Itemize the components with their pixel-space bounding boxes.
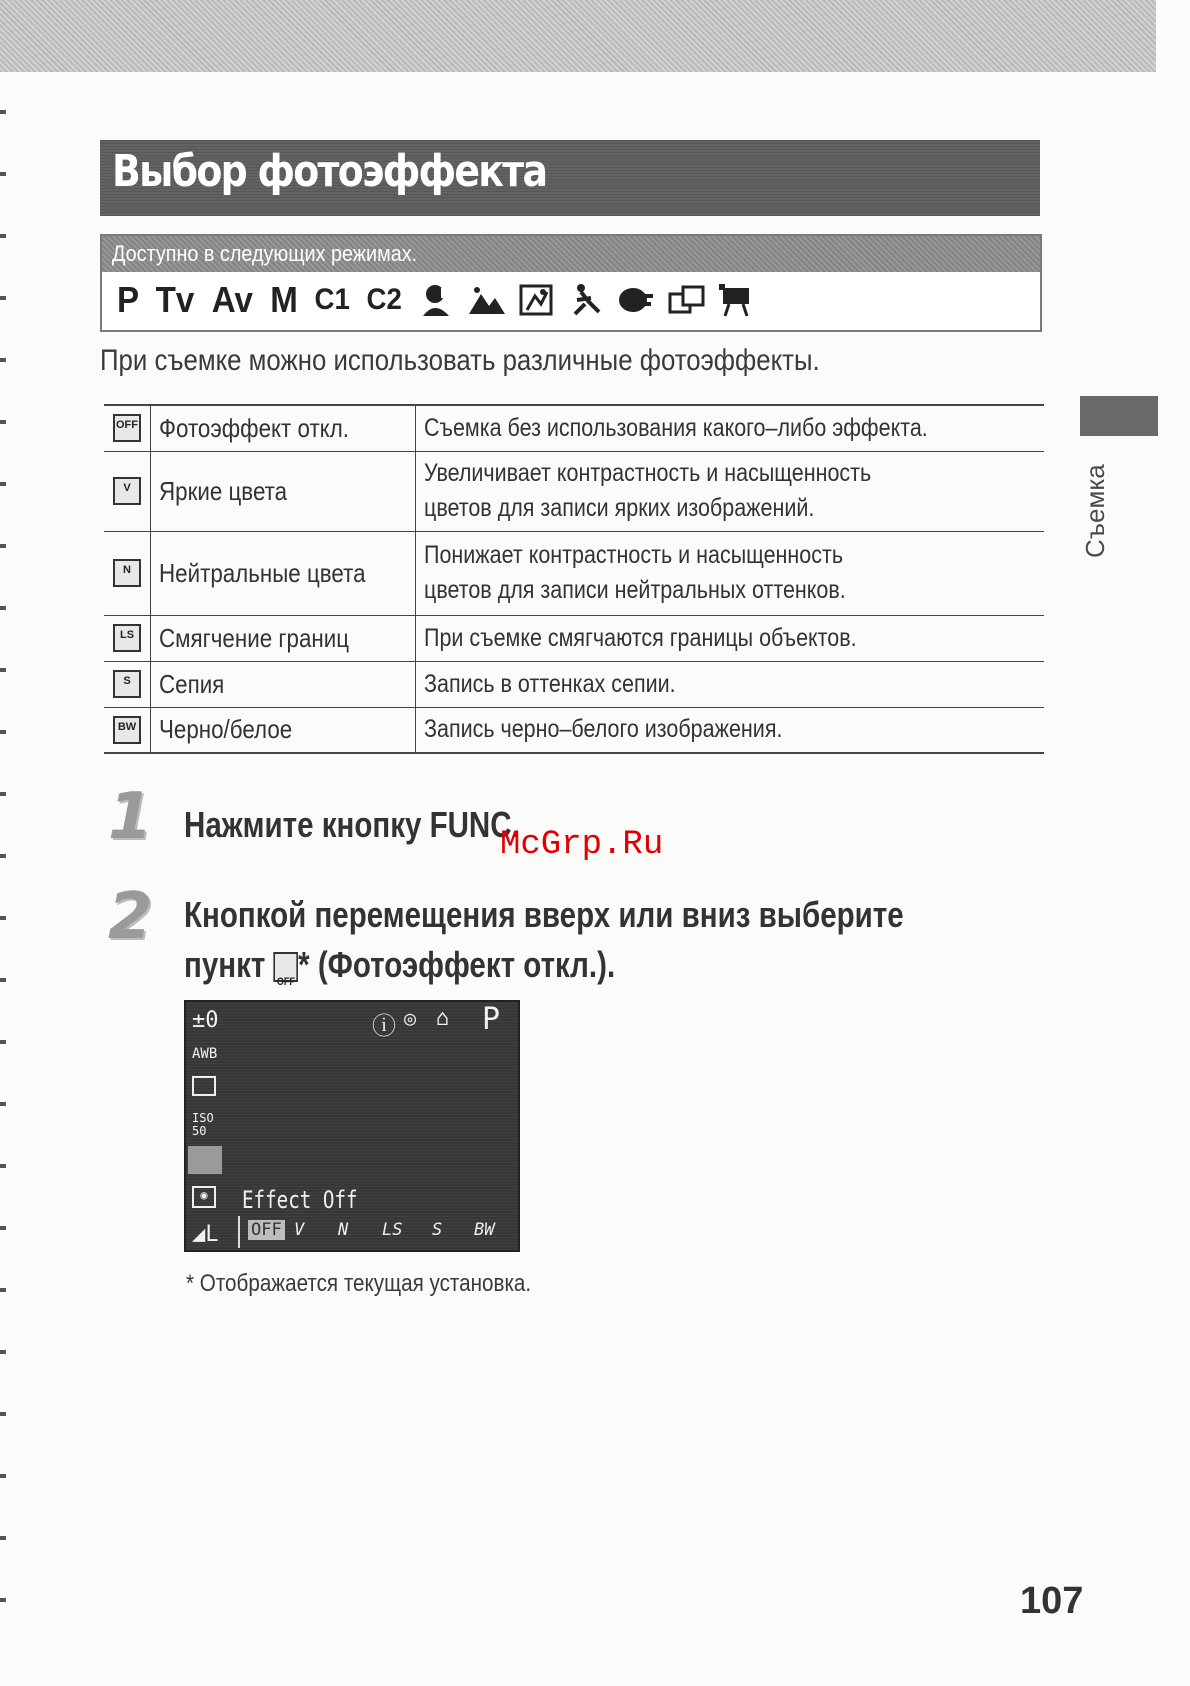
- watermark: McGrp.Ru: [500, 826, 664, 864]
- mode-p: P: [116, 279, 140, 320]
- step-1-text: Нажмите кнопку FUNC.: [184, 804, 520, 845]
- effect-option-sepia: S: [432, 1220, 443, 1240]
- effect-description: Съемка без использования какого–либо эффекта.: [424, 413, 928, 442]
- landscape-icon: [467, 282, 507, 318]
- effect-description: Понижает контрастность и насыщенность: [424, 541, 844, 569]
- selected-menu-cell: [188, 1146, 222, 1174]
- binding-mark: [0, 172, 6, 176]
- portrait-icon: [417, 282, 457, 318]
- mode-m: M: [269, 279, 298, 320]
- effect-description: цветов для записи ярких изображений.: [424, 494, 815, 522]
- binding-mark: [0, 544, 6, 548]
- step-2-number: 2: [108, 880, 153, 954]
- binding-mark: [0, 1288, 6, 1292]
- white-balance-label: AWB: [192, 1046, 218, 1062]
- metering-icon: ◉: [192, 1186, 216, 1208]
- binding-mark: [0, 1474, 6, 1478]
- page-number: 107: [1020, 1580, 1084, 1622]
- sepia-icon: S: [113, 670, 141, 698]
- effect-off-icon: OFF: [113, 414, 141, 442]
- binding-mark: [0, 668, 6, 672]
- macro-icon: ◎: [404, 1006, 417, 1030]
- table-row: [104, 531, 1044, 615]
- stitch-assist-icon: [667, 282, 707, 318]
- section-title-bar: [100, 140, 1040, 216]
- binding-mark: [0, 234, 6, 238]
- effects-table: [104, 404, 1044, 754]
- step-2-suffix: * (Фотоэффект откл.).: [298, 944, 616, 985]
- lock-icon: ⌂: [436, 1006, 450, 1031]
- binding-mark: [0, 1164, 6, 1168]
- effect-description: Запись черно–белого изображения.: [424, 715, 783, 744]
- effect-option-bw: BW: [474, 1220, 495, 1240]
- effect-option-low-sharpening: LS: [382, 1220, 403, 1240]
- binding-mark: [0, 854, 6, 858]
- table-row: [104, 707, 1044, 753]
- binding-mark: [0, 1350, 6, 1354]
- available-modes-box: [100, 234, 1042, 332]
- effect-off-icon: OFF: [274, 952, 299, 982]
- binding-mark: [0, 730, 6, 734]
- binding-mark: [0, 916, 6, 920]
- intro-text: При съемке можно использовать различные фотоэффекты.: [100, 344, 820, 377]
- black-white-icon: BW: [113, 716, 141, 744]
- mode-c1: C1: [314, 283, 350, 316]
- night-scene-icon: [517, 282, 557, 318]
- binding-mark: [0, 358, 6, 362]
- step-1-number: 1: [108, 780, 153, 854]
- effect-description: Запись в оттенках сепии.: [424, 669, 676, 698]
- step-2-line-1: Кнопкой перемещения вверх или вниз выберите: [184, 894, 904, 935]
- effect-name: Смягчение границ: [159, 622, 350, 653]
- binding-mark: [0, 792, 6, 796]
- neutral-color-icon: N: [113, 559, 141, 587]
- low-sharpening-icon: LS: [113, 624, 141, 652]
- table-row: [104, 661, 1044, 707]
- effect-name: Черно/белое: [159, 714, 293, 745]
- iso-label: ISO 50: [192, 1111, 214, 1138]
- sports-icon: [567, 282, 607, 318]
- binding-mark: [0, 420, 6, 424]
- vivid-color-icon: V: [113, 477, 141, 505]
- binding-mark: [0, 110, 6, 114]
- top-scan-band: [0, 0, 1156, 72]
- mode-av: Av: [211, 279, 253, 320]
- page-title: Выбор фотоэффекта: [112, 146, 547, 197]
- effect-description: При съемке смягчаются границы объектов.: [424, 623, 857, 652]
- binding-mark: [0, 1102, 6, 1106]
- step-2-prefix: пункт: [184, 944, 266, 985]
- movie-icon: [717, 282, 757, 318]
- table-row: [104, 451, 1044, 531]
- special-scene-icon: [617, 282, 657, 318]
- binding-mark: [0, 1040, 6, 1044]
- effect-option-off: OFF: [248, 1220, 285, 1240]
- shooting-mode-label: P: [482, 1002, 501, 1037]
- exposure-value: ±0: [192, 1008, 219, 1033]
- camera-lcd-screen: [184, 1000, 520, 1252]
- effect-selector-bar: [238, 1216, 518, 1248]
- binding-mark: [0, 296, 6, 300]
- effect-description: цветов для записи нейтральных оттенков.: [424, 576, 846, 604]
- mode-tv: Tv: [155, 279, 195, 320]
- section-tab-marker: [1080, 396, 1158, 436]
- table-row: [104, 615, 1044, 661]
- image-size-icon: ◢L: [192, 1222, 219, 1247]
- effect-option-vivid: V: [294, 1220, 305, 1240]
- binding-mark: [0, 1412, 6, 1416]
- effect-name: Сепия: [159, 668, 225, 699]
- modes-row: [116, 276, 767, 324]
- effect-name: Фотоэффект откл.: [159, 412, 349, 443]
- section-tab-label: Съемка: [1080, 464, 1110, 558]
- step-2-line-2: [184, 940, 615, 990]
- flash-off-icon: ⓘ: [372, 1012, 396, 1040]
- effect-off-label: Effect Off: [242, 1186, 358, 1214]
- binding-mark: [0, 606, 6, 610]
- footnote: * Отображается текущая установка.: [186, 1270, 532, 1297]
- binding-mark: [0, 978, 6, 982]
- effect-option-neutral: N: [338, 1220, 349, 1240]
- available-modes-label: Доступно в следующих режимах.: [112, 241, 418, 266]
- binding-mark: [0, 482, 6, 486]
- table-row: [104, 405, 1044, 451]
- drive-mode-icon: [192, 1076, 216, 1096]
- effect-description: Увеличивает контрастность и насыщенность: [424, 459, 872, 487]
- available-modes-header: [102, 236, 1040, 272]
- binding-mark: [0, 1226, 6, 1230]
- binding-mark: [0, 1536, 6, 1540]
- effect-name: Нейтральные цвета: [159, 557, 366, 588]
- mode-c2: C2: [366, 283, 402, 316]
- effect-name: Яркие цвета: [159, 475, 288, 506]
- binding-mark: [0, 1598, 6, 1602]
